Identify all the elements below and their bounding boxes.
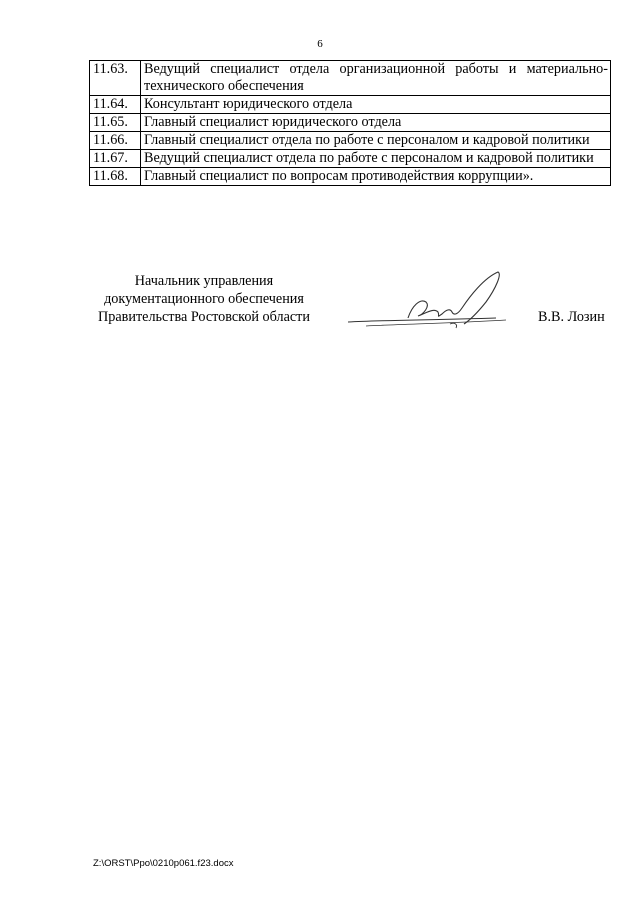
row-number: 11.67. [90, 150, 141, 168]
signatory-title-line-3: Правительства Ростовской области [98, 309, 310, 325]
table-row [90, 168, 611, 186]
row-position-title: Главный специалист отдела по работе с персоналом и кадровой политики [141, 132, 611, 150]
file-path: Z:\ORST\Ppo\0210p061.f23.docx [93, 858, 234, 869]
positions-table [89, 60, 611, 186]
row-number: 11.65. [90, 114, 141, 132]
row-number: 11.66. [90, 132, 141, 150]
row-number: 11.68. [90, 168, 141, 186]
table-row [90, 114, 611, 132]
row-number: 11.64. [90, 96, 141, 114]
handwritten-signature [346, 268, 516, 338]
row-position-title: Ведущий специалист отдела организационной работы и материально-технического обеспечения [141, 61, 611, 96]
signatory-title-line-2: документационного обеспечения [104, 291, 304, 307]
table-row [90, 96, 611, 114]
row-position-title: Главный специалист по вопросам противодействия коррупции». [141, 168, 611, 186]
table-row [90, 61, 611, 96]
row-position-title: Главный специалист юридического отдела [141, 114, 611, 132]
page-number: 6 [317, 38, 323, 50]
table-row [90, 150, 611, 168]
signatory-title [88, 272, 320, 326]
row-position-title: Консультант юридического отдела [141, 96, 611, 114]
row-position-title: Ведущий специалист отдела по работе с персоналом и кадровой политики [141, 150, 611, 168]
row-number: 11.63. [90, 61, 141, 96]
table-row [90, 132, 611, 150]
signatory-title-line-1: Начальник управления [134, 273, 274, 289]
signatory-name: В.В. Лозин [538, 309, 605, 325]
positions-table-body [90, 61, 611, 186]
